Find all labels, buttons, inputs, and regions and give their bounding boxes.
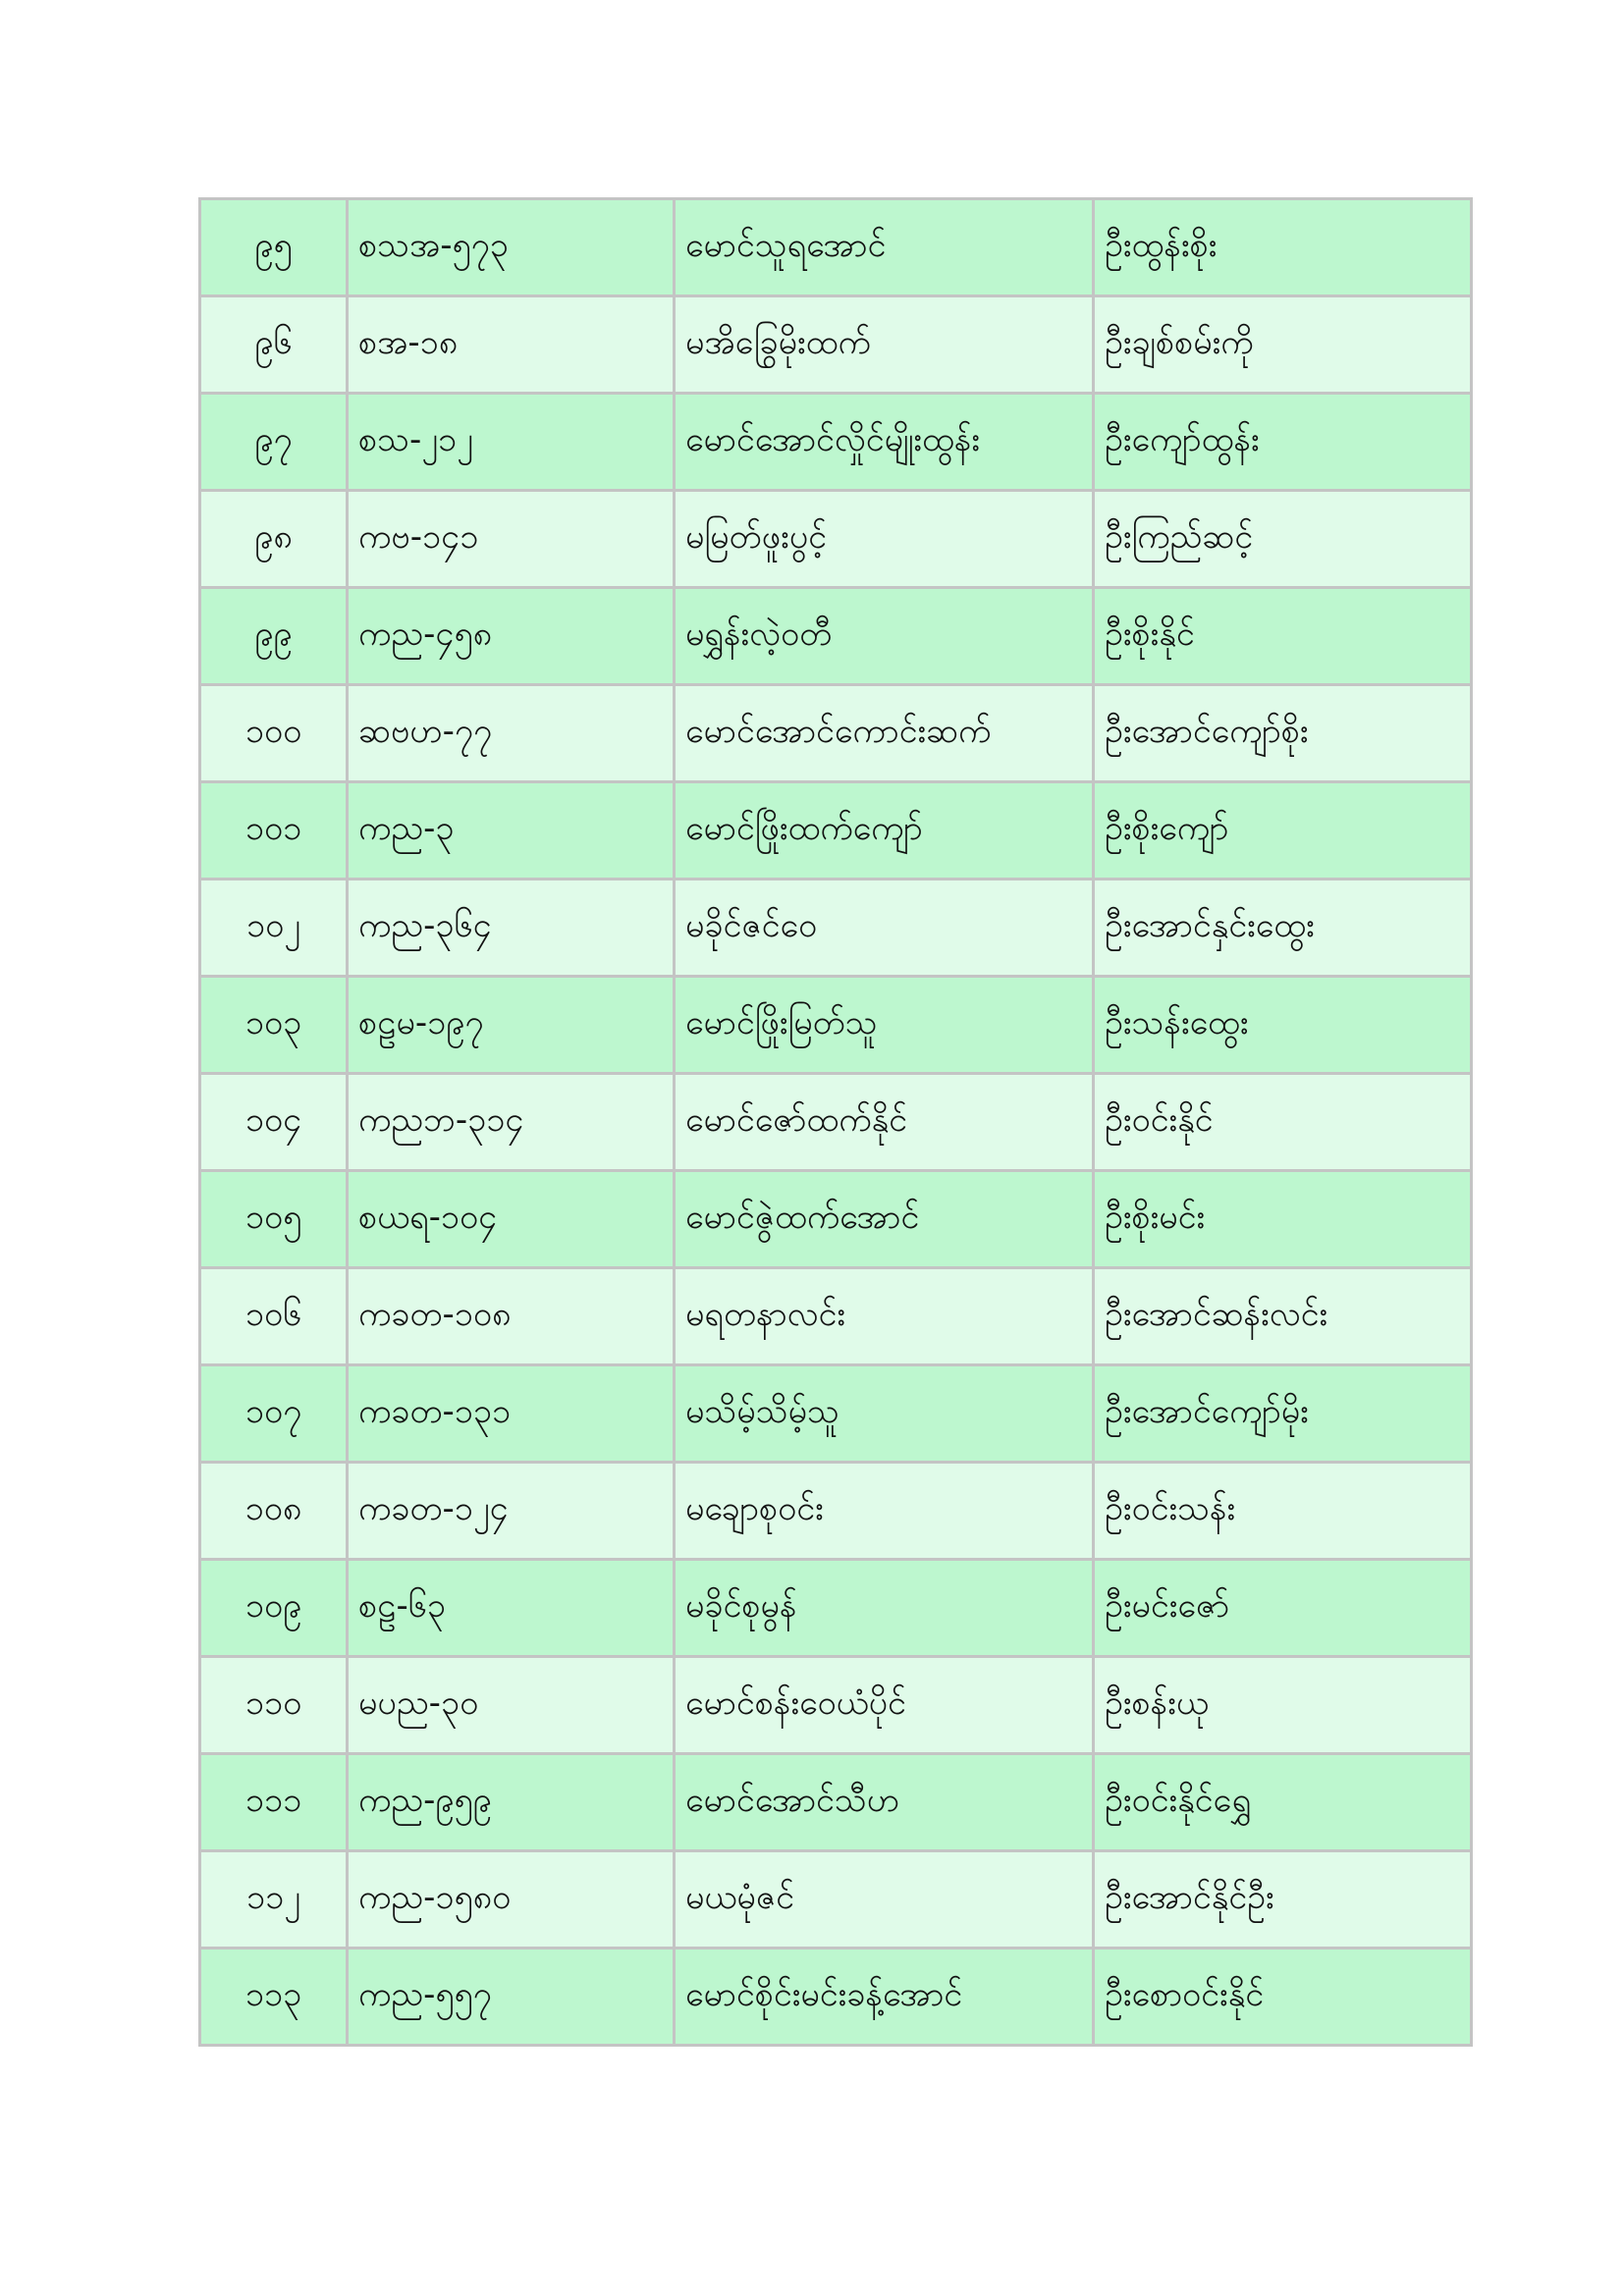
- table-row: [200, 199, 1472, 296]
- row-number: ၁၁၂: [200, 1851, 348, 1949]
- table-row: [200, 1949, 1472, 2046]
- row-father-name: ဦးသန်းထွေး: [1094, 977, 1472, 1074]
- row-name: မောင်ဖြိုးမြတ်သူ: [675, 977, 1094, 1074]
- row-name: မောင်အောင်သီဟ: [675, 1754, 1094, 1851]
- row-code: ကခတ-၁၃၁: [348, 1365, 675, 1463]
- row-number: ၁၀၂: [200, 880, 348, 977]
- table-row: [200, 1171, 1472, 1268]
- row-father-name: ဦးကျော်ထွန်း: [1094, 394, 1472, 491]
- row-father-name: ဦးစိုးနိုင်: [1094, 588, 1472, 685]
- table-row: [200, 782, 1472, 880]
- table-row: [200, 588, 1472, 685]
- row-number: ၉၇: [200, 394, 348, 491]
- row-number: ၁၀၅: [200, 1171, 348, 1268]
- row-code: စယရ-၁၀၄: [348, 1171, 675, 1268]
- table-row: [200, 1463, 1472, 1560]
- row-code: ကခတ-၁၂၄: [348, 1463, 675, 1560]
- row-name: မောင်အောင်လှိုင်မျိုးထွန်း: [675, 394, 1094, 491]
- row-code: ကည-၄၅၈: [348, 588, 675, 685]
- row-code: ကဗ-၁၄၁: [348, 491, 675, 588]
- table-row: [200, 1074, 1472, 1171]
- row-number: ၁၁၁: [200, 1754, 348, 1851]
- row-father-name: ဦးကြည်ဆင့်: [1094, 491, 1472, 588]
- row-number: ၉၅: [200, 199, 348, 296]
- table-row: [200, 1560, 1472, 1657]
- row-father-name: ဦးဝင်းနိုင်: [1094, 1074, 1472, 1171]
- row-father-name: ဦးအောင်ကျော်မိုး: [1094, 1365, 1472, 1463]
- row-father-name: ဦးစိုးမင်း: [1094, 1171, 1472, 1268]
- row-father-name: ဦးအောင်ဆန်းလင်း: [1094, 1268, 1472, 1365]
- row-name: မောင်ဖြိုးထက်ကျော်: [675, 782, 1094, 880]
- table-row: [200, 1365, 1472, 1463]
- row-name: မောင်ဇော်ထက်နိုင်: [675, 1074, 1094, 1171]
- row-number: ၉၈: [200, 491, 348, 588]
- row-father-name: ဦးအောင်နှင်းထွေး: [1094, 880, 1472, 977]
- row-name: မောင်သူရအောင်: [675, 199, 1094, 296]
- table-row: [200, 1268, 1472, 1365]
- row-number: ၁၀၇: [200, 1365, 348, 1463]
- row-code: ကည-၉၅၉: [348, 1754, 675, 1851]
- row-number: ၁၀၀: [200, 685, 348, 782]
- table-row: [200, 1851, 1472, 1949]
- row-father-name: ဦးစောဝင်းနိုင်: [1094, 1949, 1472, 2046]
- table-row: [200, 880, 1472, 977]
- row-father-name: ဦးမင်းဇော်: [1094, 1560, 1472, 1657]
- table-row: [200, 977, 1472, 1074]
- row-name: မအိခြွေမိုးထက်: [675, 296, 1094, 394]
- student-list-table: [198, 197, 1473, 2047]
- row-name: မချောစုဝင်း: [675, 1463, 1094, 1560]
- row-name: မောင်အောင်ကောင်းဆက်: [675, 685, 1094, 782]
- row-code: ကည-၁၅၈၀: [348, 1851, 675, 1949]
- row-code: ကည-၅၅၇: [348, 1949, 675, 2046]
- row-code: စဠ-၆၃: [348, 1560, 675, 1657]
- table-row: [200, 685, 1472, 782]
- row-number: ၉၉: [200, 588, 348, 685]
- row-name: မောင်စိုင်းမင်းခန့်အောင်: [675, 1949, 1094, 2046]
- row-name: မခိုင်စုမွန်: [675, 1560, 1094, 1657]
- row-father-name: ဦးဝင်းသန်း: [1094, 1463, 1472, 1560]
- row-name: မရွှန်းလဲ့ဝတီ: [675, 588, 1094, 685]
- row-code: ကခတ-၁၀၈: [348, 1268, 675, 1365]
- row-name: မရတနာလင်း: [675, 1268, 1094, 1365]
- row-number: ၁၀၉: [200, 1560, 348, 1657]
- row-father-name: ဦးအောင်နိုင်ဦး: [1094, 1851, 1472, 1949]
- student-list-body: [200, 199, 1472, 2046]
- row-code: မပည-၃၀: [348, 1657, 675, 1754]
- row-number: ၁၀၈: [200, 1463, 348, 1560]
- row-code: ကညဘ-၃၁၄: [348, 1074, 675, 1171]
- row-number: ၁၀၄: [200, 1074, 348, 1171]
- row-number: ၁၀၃: [200, 977, 348, 1074]
- row-name: မသိမ့်သိမ့်သူ: [675, 1365, 1094, 1463]
- row-name: မခိုင်ဇင်ဝေ: [675, 880, 1094, 977]
- row-code: ကည-၃: [348, 782, 675, 880]
- row-code: စဠမ-၁၉၇: [348, 977, 675, 1074]
- table-row: [200, 1754, 1472, 1851]
- row-father-name: ဦးချစ်စမ်းကို: [1094, 296, 1472, 394]
- row-code: စအ-၁၈: [348, 296, 675, 394]
- row-name: မယမုံဇင်: [675, 1851, 1094, 1949]
- row-father-name: ဦးဝင်းနိုင်ရွှေ: [1094, 1754, 1472, 1851]
- row-father-name: ဦးအောင်ကျော်စိုး: [1094, 685, 1472, 782]
- row-father-name: ဦးစန်းယု: [1094, 1657, 1472, 1754]
- row-father-name: ဦးထွန်းစိုး: [1094, 199, 1472, 296]
- row-code: ကည-၃၆၄: [348, 880, 675, 977]
- row-number: ၉၆: [200, 296, 348, 394]
- row-code: စသ-၂၁၂: [348, 394, 675, 491]
- row-code: စသအ-၅၇၃: [348, 199, 675, 296]
- row-name: မမြတ်ဖူးပွင့်: [675, 491, 1094, 588]
- row-number: ၁၀၆: [200, 1268, 348, 1365]
- row-name: မောင်စန်းဝေယံပိုင်: [675, 1657, 1094, 1754]
- table-row: [200, 394, 1472, 491]
- row-code: ဆဗဟ-၇၇: [348, 685, 675, 782]
- row-number: ၁၀၁: [200, 782, 348, 880]
- table-row: [200, 296, 1472, 394]
- row-number: ၁၁၀: [200, 1657, 348, 1754]
- row-name: မောင်ဇွဲထက်အောင်: [675, 1171, 1094, 1268]
- table-row: [200, 491, 1472, 588]
- row-father-name: ဦးစိုးကျော်: [1094, 782, 1472, 880]
- row-number: ၁၁၃: [200, 1949, 348, 2046]
- table-row: [200, 1657, 1472, 1754]
